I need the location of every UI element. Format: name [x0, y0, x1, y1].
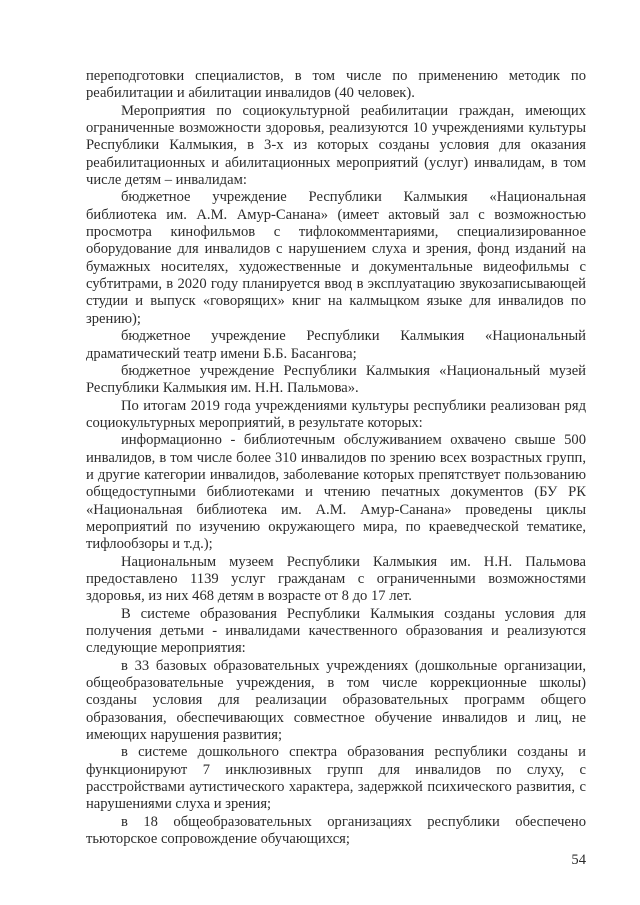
body-text	[86, 68, 586, 848]
page-number: 54	[571, 852, 586, 868]
paragraph-continuation: переподготовки специалистов, в том числе по применению методик по реабилитации и абилитации инвалидов (40 человек).	[86, 68, 586, 102]
paragraph-drama-theater: бюджетное учреждение Республики Калмыкия «Национальный драматический театр имени Б.Б. Басангова;	[86, 328, 586, 362]
paragraph-national-museum: бюджетное учреждение Республики Калмыкия «Национальный музей Республики Калмыкия им. Н.Н. Пальмова».	[86, 362, 586, 397]
paragraph-museum-services: Национальным музеем Республики Калмыкия им. Н.Н. Пальмова предоставлено 1139 услуг гражданам с ограниченными возможностями здоровья, из них 468 детям в возрасте от 8 до 17 лет.	[86, 553, 586, 605]
paragraph-sociocultural-rehab: Мероприятия по социокультурной реабилитации граждан, имеющих ограниченные возможности здоровья, реализуются 10 учреждениями культуры Республики Калмыкия, в 3-х из которых созданы условия для оказания реабилитационных и абилитационных мероприятий (услуг) инвалидам, в том числе детям – инвалидам:	[86, 102, 586, 189]
paragraph-results-2019: По итогам 2019 года учреждениями культуры республики реализован ряд социокультурных мероприятий, в результате которых:	[86, 397, 586, 431]
paragraph-national-library: бюджетное учреждение Республики Калмыкия «Национальная библиотека им. А.М. Амур-Санана» (имеет актовый зал с возможностью просмотра кинофильмов с тифлокомментариями, специализированное оборудование для инвалидов с нарушением слуха и зрения, фонд изданий на бумажных носителях, художественные и документальные видеофильмы с субтитрами, в 2020 году планируется ввод в эксплуатацию звукозаписывающей студии и выпуск «говорящих» книг на калмыцком языке для инвалидов по зрению);	[86, 189, 586, 327]
paragraph-library-services: информационно - библиотечным обслуживанием охвачено свыше 500 инвалидов, в том числе более 310 инвалидов по зрению всех возрастных групп, и другие категории инвалидов, заболевание которых препятствует пользованию общедоступными библиотеками и чтению печатных документов (БУ РК «Национальная библиотека им. А.М. Амур-Санана» проведены циклы мероприятий по изучению окружающего мира, по краеведческой тематике, тифлообзоры и т.д.);	[86, 432, 586, 553]
paragraph-tutor-support: в 18 общеобразовательных организациях республики обеспечено тьюторское сопровождение обучающихся;	[86, 813, 586, 848]
paragraph-base-institutions: в 33 базовых образовательных учреждениях (дошкольные организации, общеобразовательные учреждения, в том числе коррекционные школы) созданы условия для реализации образовательных программ общего образования, обеспечивающих совместное обучение инвалидов и лиц, не имеющих нарушения развития;	[86, 657, 586, 744]
paragraph-inclusive-groups: в системе дошкольного спектра образования республики созданы и функционируют 7 инклюзивных групп для инвалидов по слуху, с расстройствами аутистического характера, задержкой психического развития, с нарушениями слуха и зрения;	[86, 744, 586, 813]
paragraph-education-system: В системе образования Республики Калмыкия созданы условия для получения детьми - инвалидами качественного образования и реализуются следующие мероприятия:	[86, 605, 586, 657]
